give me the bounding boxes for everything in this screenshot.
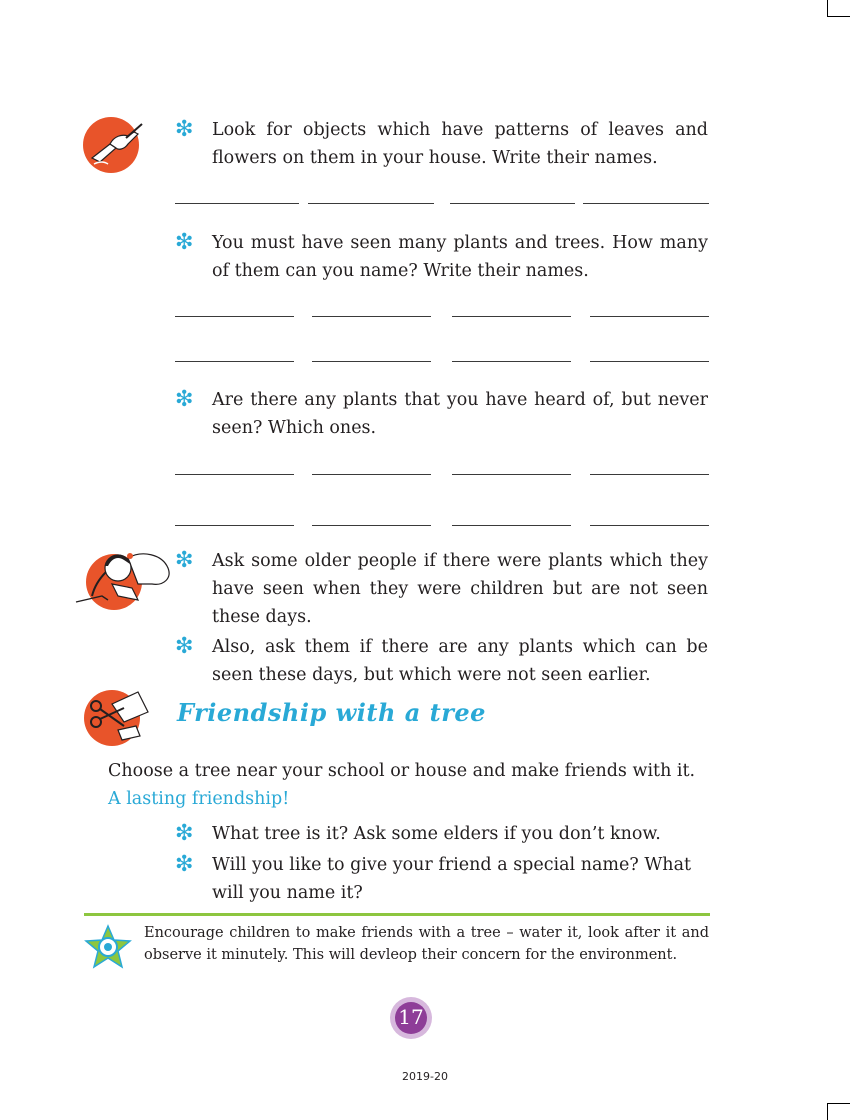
page-number: 17 (398, 1005, 424, 1029)
bullet-icon: ❇ (175, 548, 194, 573)
section-intro: Choose a tree near your school or house and make friends with it. (108, 761, 696, 781)
answer-lines-1[interactable] (175, 203, 709, 205)
note-divider (84, 913, 710, 916)
answer-lines-5[interactable] (175, 525, 709, 527)
answer-lines-3[interactable] (175, 361, 709, 363)
question-older-people: Ask some older people if there were plants which they have seen when they were children but are not seen these days. (212, 551, 708, 627)
scissors-craft-icon (82, 686, 152, 748)
bullet-icon: ❇ (175, 852, 194, 877)
bullet-icon: ❇ (175, 117, 194, 142)
crop-mark-bottom-right (827, 1103, 850, 1120)
bullet-icon: ❇ (175, 230, 194, 255)
answer-lines-2[interactable] (175, 316, 709, 318)
bullet-icon: ❇ (175, 387, 194, 412)
answer-lines-4[interactable] (175, 474, 709, 476)
question-new-plants: Also, ask them if there are any plants which can be seen these days, but which were not seen earlier. (212, 637, 708, 685)
edition-year: 2019-20 (402, 1070, 448, 1083)
question-what-tree: What tree is it? Ask some elders if you don’t know. (212, 824, 661, 844)
crop-mark-top-right (827, 0, 850, 17)
child-asking-icon (72, 544, 172, 614)
writing-hand-icon (82, 114, 144, 176)
teacher-note: Encourage children to make friends with a tree – water it, look after it and observe it minutely. This will devleop their concern for the environment. (144, 925, 709, 963)
bullet-icon: ❇ (175, 634, 194, 659)
question-special-name: Will you like to give your friend a special name? What will you name it? (212, 855, 692, 903)
flower-note-icon (84, 924, 132, 970)
section-subtitle: A lasting friendship! (108, 789, 290, 809)
question-patterns: Look for objects which have patterns of leaves and flowers on them in your house. Write their names. (212, 120, 708, 168)
question-plants-trees: You must have seen many plants and trees. How many of them can you name? Write their names. (212, 233, 708, 281)
section-title: Friendship with a tree (177, 698, 486, 727)
question-heard-plants: Are there any plants that you have heard of, but never seen? Which ones. (212, 390, 708, 438)
bullet-icon: ❇ (175, 821, 194, 846)
